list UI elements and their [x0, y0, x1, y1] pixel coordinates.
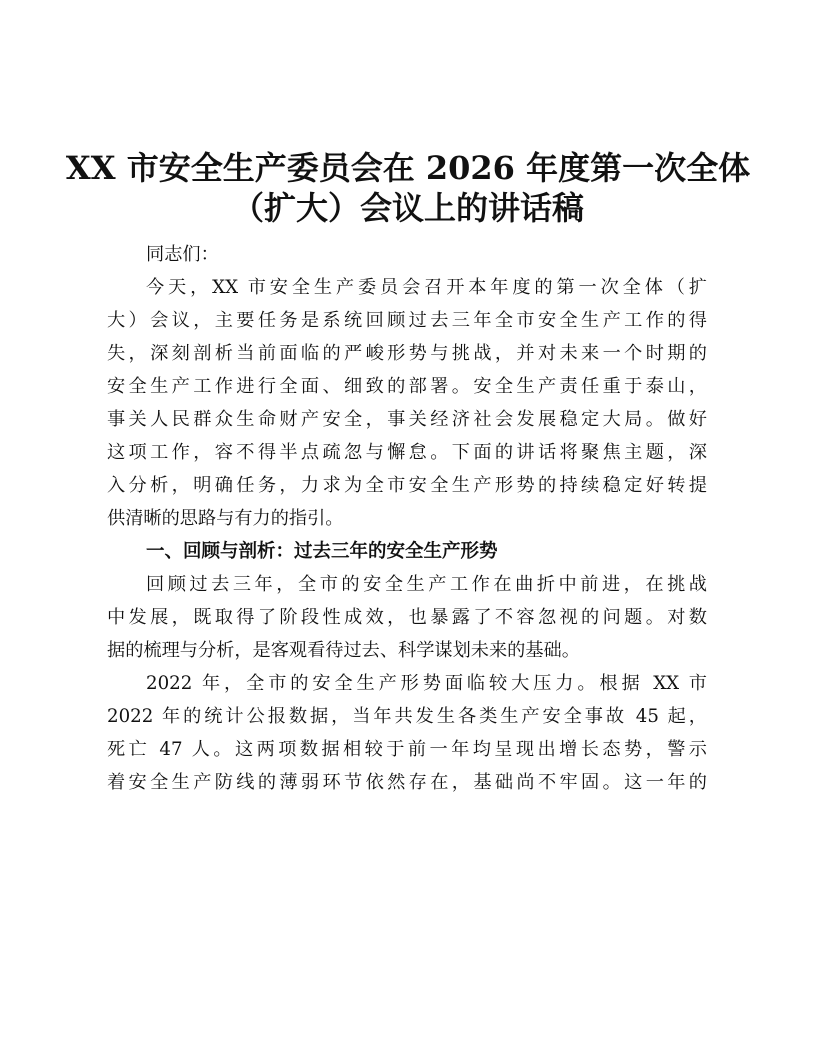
paragraph-line: 入分析，明确任务，力求为全市安全生产形势的持续稳定好转提 [107, 475, 707, 496]
paragraph-2022-statistics [107, 667, 707, 799]
paragraph-line: 供清晰的思路与有力的指引。 [107, 508, 344, 529]
document-title-line-1: XX 市安全生产委员会在 2026 年度第一次全体 [65, 149, 751, 187]
paragraph-line: 失，深刻剖析当前面临的严峻形势与挑战，并对未来一个时期的 [107, 343, 707, 364]
paragraph-introduction [107, 271, 707, 535]
paragraph-line: 今天，XX 市安全生产委员会召开本年度的第一次全体（扩 [146, 277, 707, 298]
salutation: 同志们： [146, 244, 219, 265]
section-heading: 一、回顾与剖析：过去三年的安全生产形势 [146, 541, 498, 562]
paragraph-line: 大）会议，主要任务是系统回顾过去三年全市安全生产工作的得 [107, 310, 707, 331]
paragraph-review [107, 568, 707, 667]
paragraph-line: 2022 年的统计公报数据，当年共发生各类生产安全事故 45 起， [107, 706, 707, 727]
paragraph-line: 事关人民群众生命财产安全，事关经济社会发展稳定大局。做好 [107, 409, 707, 430]
paragraph-line: 回顾过去三年，全市的安全生产工作在曲折中前进，在挑战 [146, 574, 707, 595]
paragraph-line: 死亡 47 人。这两项数据相较于前一年均呈现出增长态势，警示 [107, 739, 707, 760]
paragraph-line: 据的梳理与分析，是客观看待过去、科学谋划未来的基础。 [107, 640, 580, 661]
document-body [107, 238, 707, 799]
paragraph-line: 2022 年，全市的安全生产形势面临较大压力。根据 XX 市 [146, 673, 707, 694]
document-title-line-2: （扩大）会议上的讲话稿 [231, 189, 584, 227]
paragraph-line: 这项工作，容不得半点疏忽与懈怠。下面的讲话将聚焦主题，深 [107, 442, 707, 463]
paragraph-line: 中发展，既取得了阶段性成效，也暴露了不容忽视的问题。对数 [107, 607, 707, 628]
paragraph-line: 着安全生产防线的薄弱环节依然存在，基础尚不牢固。这一年的 [107, 772, 707, 793]
paragraph-line: 安全生产工作进行全面、细致的部署。安全生产责任重于泰山， [107, 376, 707, 397]
